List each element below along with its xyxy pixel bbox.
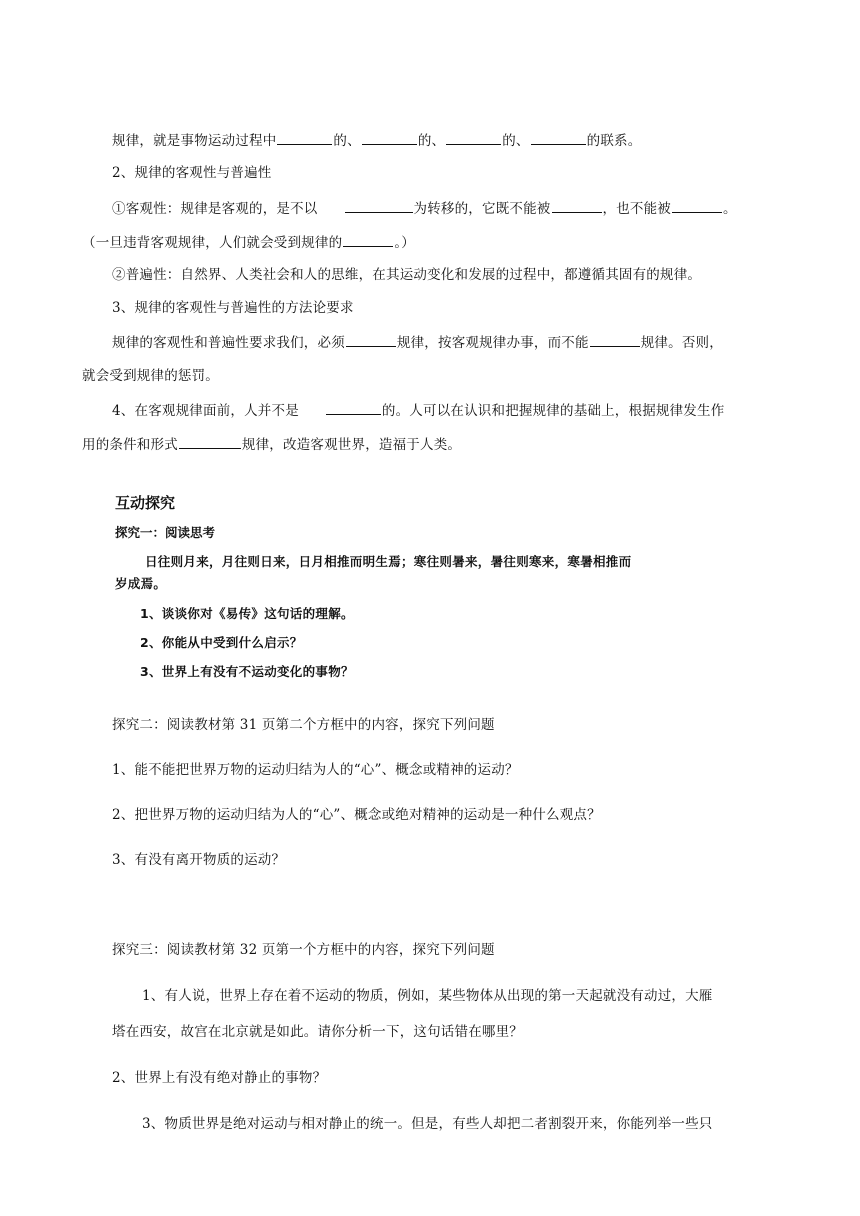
item4-line — [112, 400, 724, 421]
blank-1[interactable] — [277, 130, 332, 145]
text-segment: 的、 — [417, 133, 446, 149]
universality-line: ②普遍性：自然界、人类社会和人的思维，在其运动变化和发展的过程中，都遵循其固有的规律。 — [112, 267, 702, 283]
explore1-title: 探究一：阅读思考 — [115, 525, 216, 540]
explore2-question-3: 3、有没有离开物质的运动？ — [112, 852, 286, 868]
blank-4[interactable] — [531, 130, 586, 145]
methodology-line — [112, 332, 723, 353]
text-segment: 规律。否则， — [640, 335, 723, 351]
explore3-question-1-line-1: 1、有人说，世界上存在着不运动的物质，例如，某些物体从出现的第一天起就没有动过，大雁 — [142, 988, 713, 1004]
text-segment: 的、 — [502, 133, 530, 149]
quote-line-2: 岁成焉。 — [115, 576, 167, 591]
blank-8[interactable] — [343, 232, 393, 247]
text-segment: 为转移的，它既不能被 — [413, 201, 551, 217]
text-segment: 4、在客观规律面前，人并不是 — [112, 403, 299, 419]
methodology-line-2: 就会受到规律的惩罚。 — [82, 368, 219, 384]
text-segment: 的。人可以在认识和把握规律的基础上，根据规律发生作 — [381, 403, 725, 419]
explore1-question-2: 2、你能从中受到什么启示？ — [140, 635, 303, 650]
explore1-question-1: 1、谈谈你对《易传》这句话的理解。 — [140, 606, 354, 621]
item4-line-2 — [82, 434, 461, 455]
explore2-question-1: 1、能不能把世界万物的运动归结为人的“心”、概念或精神的运动？ — [112, 762, 519, 778]
rule-definition — [112, 130, 641, 151]
blank-6[interactable] — [552, 198, 602, 213]
blank-12[interactable] — [179, 434, 241, 449]
text-segment: 。） — [394, 235, 415, 251]
explore1-question-3: 3、世界上有没有不运动变化的事物？ — [140, 664, 354, 679]
text-segment: ①客观性：规律是客观的，是不以 — [112, 201, 318, 217]
blank-5[interactable] — [345, 198, 413, 213]
text-segment: 用的条件和形式 — [82, 437, 178, 453]
blank-9[interactable] — [346, 332, 396, 347]
objectivity-line — [112, 198, 737, 219]
text-segment: 的、 — [333, 133, 361, 149]
blank-10[interactable] — [590, 332, 640, 347]
section-title-interactive: 互动探究 — [115, 494, 176, 512]
text-segment: 规律，按客观规律办事，而不能 — [396, 335, 589, 351]
explore3-question-1-line-2: 塔在西安，故宫在北京就是如此。请你分析一下，这句话错在哪里？ — [112, 1024, 523, 1040]
explore2-question-2: 2、把世界万物的运动归结为人的“心”、概念或绝对精神的运动是一种什么观点？ — [112, 807, 601, 823]
objectivity-note — [82, 232, 415, 253]
explore2-title: 探究二：阅读教材第 31 页第二个方框中的内容，探究下列问题 — [112, 717, 495, 733]
text-segment: （一旦违背客观规律，人们就会受到规律的 — [82, 235, 343, 251]
blank-2[interactable] — [362, 130, 417, 145]
text-segment: ，也不能被 — [602, 201, 671, 217]
blank-7[interactable] — [672, 198, 722, 213]
explore3-question-2: 2、世界上有没有绝对静止的事物？ — [112, 1070, 327, 1086]
heading-objectivity-universality: 2、规律的客观性与普遍性 — [112, 165, 272, 181]
quote-line-1: 日往则月来，月往则日来，日月相推而明生焉；寒往则暑来，暑往则寒来，寒暑相推而 — [145, 554, 632, 569]
text-segment: 的联系。 — [586, 133, 642, 149]
blank-11[interactable] — [326, 400, 381, 415]
text-segment: 规律，就是事物运动过程中 — [112, 133, 277, 149]
text-segment: 。 — [723, 201, 737, 217]
blank-3[interactable] — [446, 130, 501, 145]
text-segment: 规律，改造客观世界，造福于人类。 — [241, 437, 462, 453]
explore3-title: 探究三：阅读教材第 32 页第一个方框中的内容，探究下列问题 — [112, 942, 495, 958]
explore3-question-3: 3、物质世界是绝对运动与相对静止的统一。但是，有些人却把二者割裂开来，你能列举一些只 — [142, 1116, 713, 1132]
heading-methodology: 3、规律的客观性与普遍性的方法论要求 — [112, 300, 354, 316]
text-segment: 规律的客观性和普遍性要求我们，必须 — [112, 335, 345, 351]
